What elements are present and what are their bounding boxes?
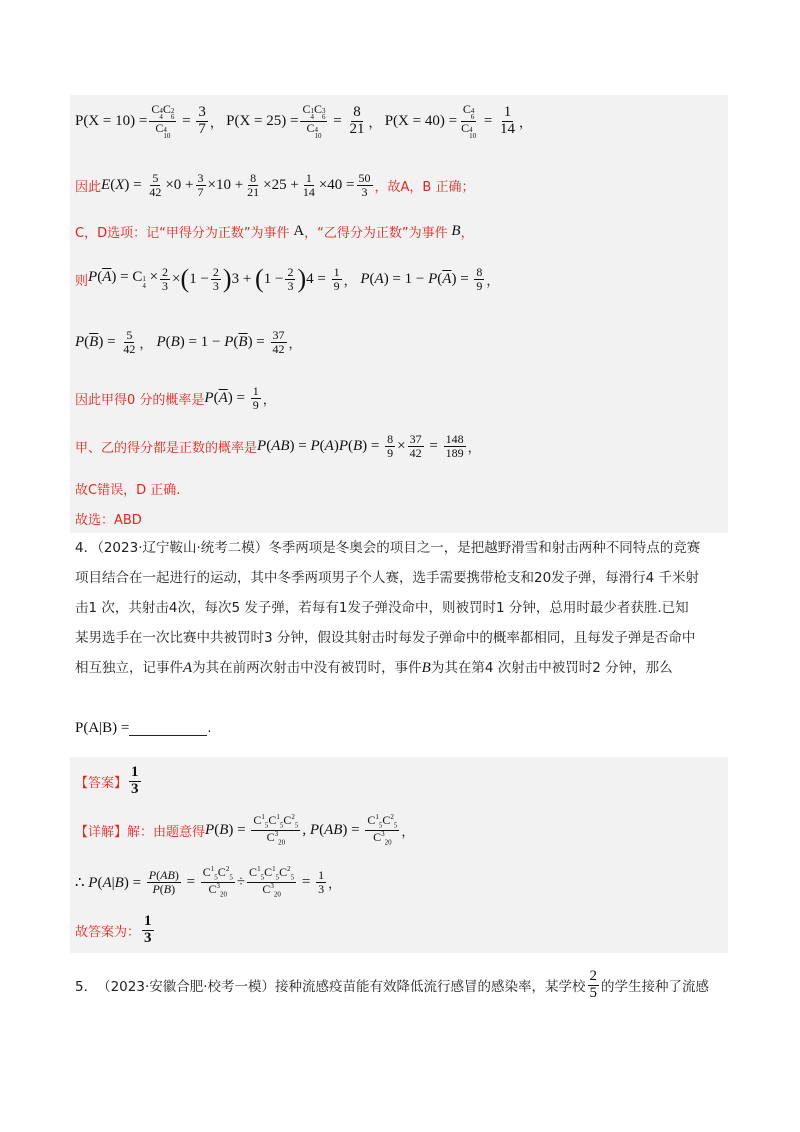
solution-panel-q4 — [70, 757, 728, 953]
question-4-source: （2023·辽宁鞍山·统考二模） — [97, 540, 269, 556]
question-4-text-l5c: 为其在第4 次射击中被罚时2 分钟，那么 — [430, 660, 673, 676]
question-5-number: 5． — [75, 979, 98, 995]
conclusion-fraction: $\frac{1}{3}$ — [144, 912, 152, 946]
cd-intro-line: C，D选项：记“甲得分为正数”为事件 A ，“乙得分为正数”为事件 B ， — [75, 222, 474, 241]
conditional-line: ∴ P(A|B) = $\frac{P(AB)}{P(B)}$ = $\frac{C^1_5C^2_5}{C^3_{20}}$ ÷ $\frac{C^1_5C^1_5C^2_5}{C^3_{20}}$ = $\frac{1}{3}$ ， — [75, 864, 342, 898]
conclusion-line — [75, 912, 156, 948]
conclusion-text: 故答案为： — [75, 924, 141, 940]
question-5-text-tail: 的学生接种了流感 — [601, 979, 710, 995]
question-4-text-l5a: 相互独立，记事件 — [75, 660, 183, 676]
cd-mid-text: ，“乙得分为正数”为事件 — [304, 225, 448, 241]
answer-tag: 【答案】 — [75, 775, 128, 791]
both-positive-text: 甲、乙的得分都是正数的概率是 — [75, 440, 258, 456]
detail-intro: 解：由题意得 — [127, 824, 206, 840]
detail-line: 【详解】 解：由题意得 P(B) = $\frac{C^1_5C^1_5C^2_5}{C^3_{20}}$ , P(AB) = $\frac{C^1_5C^2_5}{C^3_{20}}$ ， — [75, 812, 415, 846]
ask-expression: P(A|B) = — [75, 719, 130, 736]
answer-fraction: $\frac{1}{3}$ — [131, 763, 139, 797]
prob-zero-line: 因此甲得0 分的概率是 $P(\overline{A})$ = $\frac{1}{9}$ ， — [75, 383, 276, 412]
value-x25: $\frac{8}{21}$ — [349, 103, 365, 137]
comb-fraction-x40: C 4 6 C 4 10 — [461, 101, 477, 140]
prob-abar-line: 则 $P(\overline{A}) = C$ 1 4 × $\frac{2}{3}$ × ( 1 − $\frac{2}{3}$ ) 3 + ( 1 − $\frac{2}{3}$ ) 4 = $\frac{1}{9}$ ， $P(A) = 1 - P(\overline{A})$ = $\frac{8}{9}$ ， — [75, 264, 500, 293]
question-4-ask: P(A|B) = . — [75, 719, 212, 736]
expectation-line: 因此 E(X) = $\frac{5}{42}$ ×0 + $\frac{3}{7}$ ×10 + $\frac{8}{21}$ ×25 + $\frac{1}{14}$ ×40 = $\frac{50}{3}$ ，故A，B 正确； — [75, 170, 475, 199]
prob-bbar-line: $P(\overline{B})$ = $\frac{5}{42}$ ， $P(B) = 1 - P(\overline{B})$ = $\frac{37}{42}$ ， — [75, 327, 302, 356]
question-5-fraction: $\frac{2}{5}$ — [589, 967, 598, 1001]
prob-x40-label: P(X = 40) = — [384, 112, 458, 129]
c-wrong-line: 故C错误，D 正确. — [75, 483, 181, 498]
ze-text: 则 — [75, 273, 89, 289]
question-4: 4．（2023·辽宁鞍山·统考二模）冬季两项是冬奥会的项目之一，是把越野滑雪和射击两种不同特点的竞赛 项目结合在一起进行的运动，其中冬季两项男子个人赛，选手需要携带枪支和20发子弹，每滑行4 千米射 击1 次，共射击4次，每次5 发子弹，若每有1发子弹没命中，则被罚时1 分钟，总用时最少者获胜.已知 某男选手在一次比赛中共被罚时3 分钟，假设其射击时每发子弹命中的概率都相同，且每发子弹是否命中 相互独立，记事件A为其在前两次射击中没有被罚时，事件B为其在第4 次射击中被罚时2 分钟，那么 — [75, 533, 730, 683]
cd-intro-text: C，D选项：记“甲得分为正数”为事件 — [75, 225, 290, 241]
ab-correct-text: ，故A，B 正确； — [374, 179, 475, 195]
answer-choice-line: 故选：ABD — [75, 513, 142, 528]
zero-score-text: 因此甲得0 分的概率是 — [75, 392, 205, 408]
question-5 — [75, 962, 709, 1008]
value-x40: $\frac{1}{14}$ — [500, 103, 516, 137]
answer-blank[interactable] — [129, 721, 207, 736]
question-4-text-l5b: 为其在前两次射击中没有被罚时，事件 — [192, 660, 422, 676]
question-4-text-l2: 项目结合在一起进行的运动，其中冬季两项男子个人赛，选手需要携带枪支和20发子弹，每滑行4 千米射 — [75, 570, 700, 586]
prob-both-line: 甲、乙的得分都是正数的概率是 P(AB) = P(A)P(B) = $\frac{8}{9}$ × $\frac{37}{42}$ = $\frac{148}{189}$ ， — [75, 431, 481, 460]
comb-fraction-x25: C 1 4 C 3 6 C 4 10 — [302, 101, 326, 140]
answer-line — [75, 763, 143, 799]
prob-x25-label: P(X = 25) = — [226, 112, 299, 129]
question-4-text-l4: 某男选手在一次比赛中共被罚时3 分钟，假设其射击时每发子弹命中的概率都相同，且每发子弹是否命中 — [75, 630, 696, 646]
therefore-text: 因此 — [75, 179, 102, 195]
value-x10: $\frac{3}{7}$ — [198, 103, 206, 137]
prob-x10-label: P(X = 10) = — [75, 112, 148, 129]
question-4-number: 4． — [75, 540, 98, 556]
question-5-text: 接种流感疫苗能有效降低流行感冒的感染率，某学校 — [275, 979, 586, 995]
question-4-text-l1: 冬季两项是冬奥会的项目之一，是把越野滑雪和射击两种不同特点的竞赛 — [268, 540, 701, 556]
comb-fraction-x10: C 4 4 C 2 6 C 4 10 — [151, 101, 175, 140]
probability-line: P(X = 10) = C 4 4 C 2 6 C 4 10 = $\frac{3}{7}$ ， P(X = 25) = C 1 4 C 3 6 C 4 10 = $\frac{8}{21}$ ， P(X = 40) = C 4 6 C 4 10 = $\frac{1}{14}$ ， — [75, 101, 533, 140]
question-5-source: （2023·安徽合肥·校考一模） — [97, 979, 276, 995]
detail-tag: 【详解】 — [75, 824, 128, 840]
question-4-text-l3: 击1 次，共射击4次，每次5 发子弹，若每有1发子弹没命中，则被罚时1 分钟，总用时最少者获胜.已知 — [75, 600, 689, 616]
